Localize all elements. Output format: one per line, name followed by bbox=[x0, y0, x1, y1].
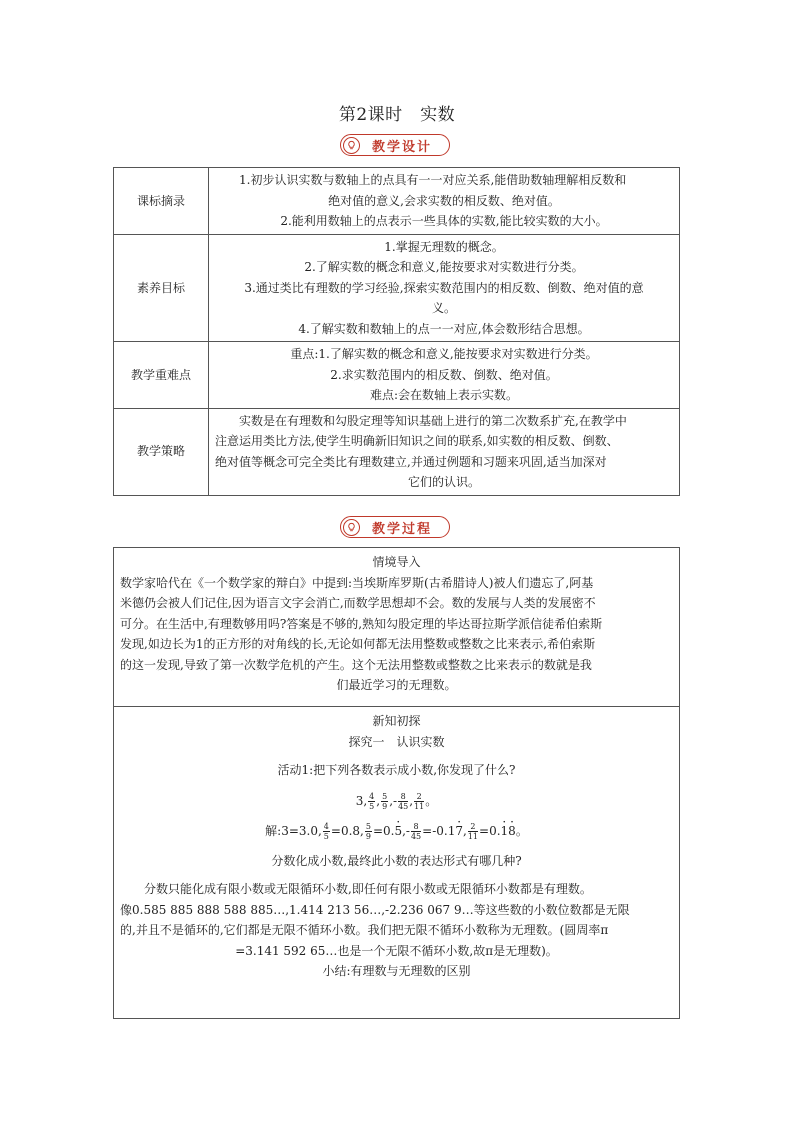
row-content bbox=[209, 408, 680, 495]
content-line: 数学家哈代在《一个数学家的辩白》中提到:当埃斯库罗斯(古希腊诗人)被人们遗忘了,阿基 bbox=[120, 575, 594, 590]
row-header: 课标摘录 bbox=[114, 168, 209, 235]
new-knowledge-section bbox=[114, 707, 679, 982]
teaching-process-box bbox=[113, 547, 680, 1019]
content-line: 实数是在有理数和勾股定理等知识基础上进行的第二次数系扩充,在教学中 bbox=[239, 413, 627, 428]
content-line: 2.能利用数轴上的点表示一些具体的实数,能比较实数的大小。 bbox=[280, 214, 608, 228]
content-line: 的,并且不是循环的,它们都是无限不循环小数。我们把无限不循环小数称为无理数。(圆周率π bbox=[120, 923, 609, 937]
content-line: 1.掌握无理数的概念。 bbox=[384, 239, 504, 254]
table-row bbox=[114, 342, 680, 409]
content-line: 分数只能化成有限小数或无限循环小数,即任何有限小数或无限循环小数都是有理数。 bbox=[144, 882, 592, 896]
content-line: 它们的认识。 bbox=[407, 475, 480, 489]
content-line: 的这一发现,导致了第一次数学危机的产生。这个无法用整数或整数之比来表示的数就是我 bbox=[120, 657, 592, 672]
content-line: 米德仍会被人们记住,因为语言文字会消亡,而数学思想却不会。数的发展与人类的发展密不 bbox=[120, 596, 596, 610]
fraction: $\frac{5}{9}$ bbox=[382, 791, 388, 811]
content-line: 3.通过类比有理数的学习经验,探索实数范围内的相反数、倒数、绝对值的意 bbox=[244, 280, 644, 295]
content-line: 们最近学习的无理数。 bbox=[336, 678, 457, 692]
section-heading: 新知初探 bbox=[372, 714, 421, 728]
section-banner-process bbox=[340, 516, 450, 538]
fraction: $\frac{4}{5}$ bbox=[323, 821, 329, 841]
content-line: 1.初步认识实数与数轴上的点具有一一对应关系,能借助数轴理解相反数和 bbox=[239, 173, 627, 187]
number: 3 bbox=[355, 793, 364, 808]
repeating-digit: · 1 bbox=[501, 819, 509, 843]
table-row bbox=[114, 408, 680, 495]
content-line: =3.141 592 65…也是一个无限不循环小数,故π是无理数)。 bbox=[235, 943, 558, 958]
fraction: $\frac{2}{11}$ bbox=[414, 791, 425, 811]
activity-prompt: 活动1:把下列各数表示成小数,你发现了什么? bbox=[277, 763, 516, 777]
fraction: $\frac{4}{5}$ bbox=[369, 791, 375, 811]
number-list: 3, $\frac{4}{5}$ , $\frac{5}{9}$ ,- $\frac{8}{45}$ , $\frac{2}{11}$ 。 bbox=[355, 791, 438, 811]
content-line: 2.求实数范围内的相反数、倒数、绝对值。 bbox=[330, 367, 558, 382]
fraction: $\frac{8}{45}$ bbox=[398, 791, 409, 811]
row-content bbox=[209, 234, 680, 342]
content-line: 重点:1.了解实数的概念和意义,能按要求对实数进行分类。 bbox=[290, 347, 598, 361]
content-line: 义。 bbox=[431, 301, 456, 315]
lightbulb-icon bbox=[343, 519, 360, 536]
content-line: 发现,如边长为1的正方形的对角线的长,无论如何都无法用整数或整数之比来表示,希伯索斯 bbox=[120, 637, 596, 651]
content-line: 难点:会在数轴上表示实数。 bbox=[369, 388, 519, 402]
fraction: $\frac{2}{11}$ bbox=[467, 821, 479, 841]
row-header: 素养目标 bbox=[114, 234, 209, 342]
lesson-design-table bbox=[113, 167, 680, 496]
table-row bbox=[114, 168, 680, 235]
row-content bbox=[209, 168, 680, 235]
repeating-digit: · 7 bbox=[455, 819, 463, 843]
content-line: 注意运用类比方法,使学生明确新旧知识之间的联系,如实数的相反数、倒数、 bbox=[215, 434, 619, 448]
lightbulb-icon bbox=[343, 137, 360, 154]
row-content bbox=[209, 342, 680, 409]
solution-line: 解:3=3.0, $\frac{4}{5}$ =0.8, $\frac{5}{9}$ =0.· 5,- $\frac{8}{45}$ =-0.1· 7, $\frac{2}{11}$ =0.· 1· 8。 bbox=[120, 819, 673, 843]
section-banner-design bbox=[340, 134, 450, 156]
content-line: 像0.585 885 888 588 885…,1.414 213 56…,-2.236 067 9…等这些数的小数位数都是无限 bbox=[120, 902, 630, 917]
fraction: $\frac{5}{9}$ bbox=[365, 821, 371, 841]
row-header: 教学策略 bbox=[114, 408, 209, 495]
repeating-digit: · 5 bbox=[394, 819, 402, 843]
fraction: $\frac{8}{45}$ bbox=[410, 821, 422, 841]
section-subheading: 探究一 认识实数 bbox=[348, 734, 445, 749]
section-heading: 情境导入 bbox=[372, 555, 421, 569]
content-line: 4.了解实数和数轴上的点一一对应,体会数形结合思想。 bbox=[298, 321, 590, 336]
table-row bbox=[114, 234, 680, 342]
banner-label: 教学过程 bbox=[371, 521, 432, 537]
content-line: 绝对值的意义,会求实数的相反数、绝对值。 bbox=[328, 193, 560, 208]
banner-label: 教学设计 bbox=[371, 139, 432, 155]
row-header: 教学重难点 bbox=[114, 342, 209, 409]
content-line: 可分。在生活中,有理数够用吗?答案是不够的,熟知勾股定理的毕达哥拉斯学派信徒希伯索斯 bbox=[120, 616, 603, 631]
repeating-digit: · 8 bbox=[508, 819, 516, 843]
summary-line: 小结:有理数与无理数的区别 bbox=[322, 964, 471, 978]
page-title: 第2课时 实数 bbox=[338, 105, 456, 125]
content-line: 绝对值等概念可完全类比有理数建立,并通过例题和习题来巩固,适当加深对 bbox=[215, 454, 607, 469]
scenario-intro-section bbox=[114, 548, 679, 707]
content-line: 2.了解实数的概念和意义,能按要求对实数进行分类。 bbox=[304, 260, 584, 274]
question-line: 分数化成小数,最终此小数的表达形式有哪几种? bbox=[271, 853, 522, 868]
